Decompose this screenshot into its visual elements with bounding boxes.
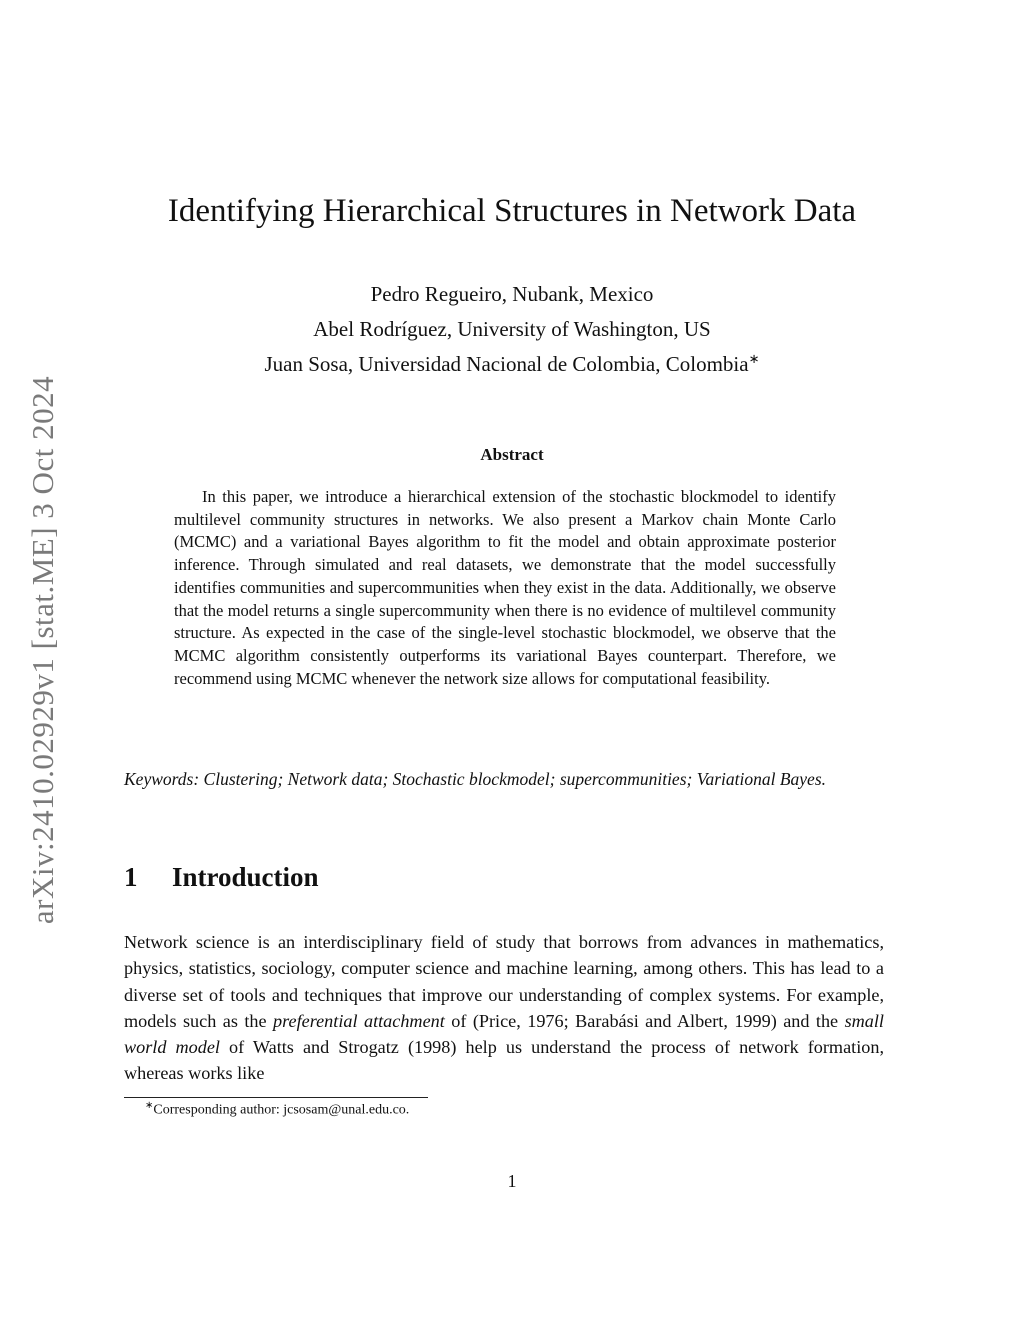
emphasis-term: preferential attachment [273,1010,445,1031]
emphasis-term: small world model [124,1010,884,1058]
page-number: 1 [507,1171,517,1191]
paper-title: Identifying Hierarchical Structures in Network Data [167,193,857,229]
arxiv-identifier-stamp: arXiv:2410.02929v1 [stat.ME] 3 Oct 2024 [25,375,60,925]
abstract-heading: Abstract [480,445,544,464]
section-title: Introduction [172,862,319,892]
section-number: 1 [124,862,138,892]
abstract-body: In this paper, we introduce a hierarchical extension of the stochastic blockmodel to identify multilevel community structures in networks. We also present a Markov chain Monte Carlo (MCMC) and a variational Bayes algorithm to fit the model and obtain approximate posterior inference. Through simulated and real datasets, we demonstrate that the model successfully identifies communities and supercommunities when they exist in the data. Additionally, we observe that the model returns a single supercommunity when there is no evidence of multilevel community structure. As expected in the case of the single-level stochastic blockmodel, we observe that the MCMC algorithm consistently outperforms its variational Bayes counterpart. Therefore, we recommend using MCMC whenever the network size allows for computational feasibility. [174,487,836,688]
footnote-divider [124,1097,428,1098]
introduction-paragraph: Network science is an interdisciplinary field of study that borrows from advances in mathematics, physics, statistics, sociology, computer science and machine learning, among others. This has lead to a diverse set of tools and techniques that improve our understanding of complex systems. For example, models such as the preferential attachment of (Price, 1976; Barabási and Albert, 1999) and the small world model of Watts and Strogatz (1998) help us understand the process of network formation, whereas works like [124,932,884,1084]
keywords: Keywords: Clustering; Network data; Stochastic blockmodel; supercommunities; Variational Bayes. [124,769,827,789]
author-line: Juan Sosa, Universidad Nacional de Colombia, Colombia∗ [264,351,760,376]
footnote-marker: ∗ [748,351,760,366]
footnote: ∗Corresponding author: jcsosam@unal.edu.co. [145,1100,410,1118]
author-line: Abel Rodríguez, University of Washington, US [313,317,711,341]
author-list [0,274,1024,379]
author-line: Pedro Regueiro, Nubank, Mexico [370,282,654,306]
section-heading-introduction [124,862,319,893]
